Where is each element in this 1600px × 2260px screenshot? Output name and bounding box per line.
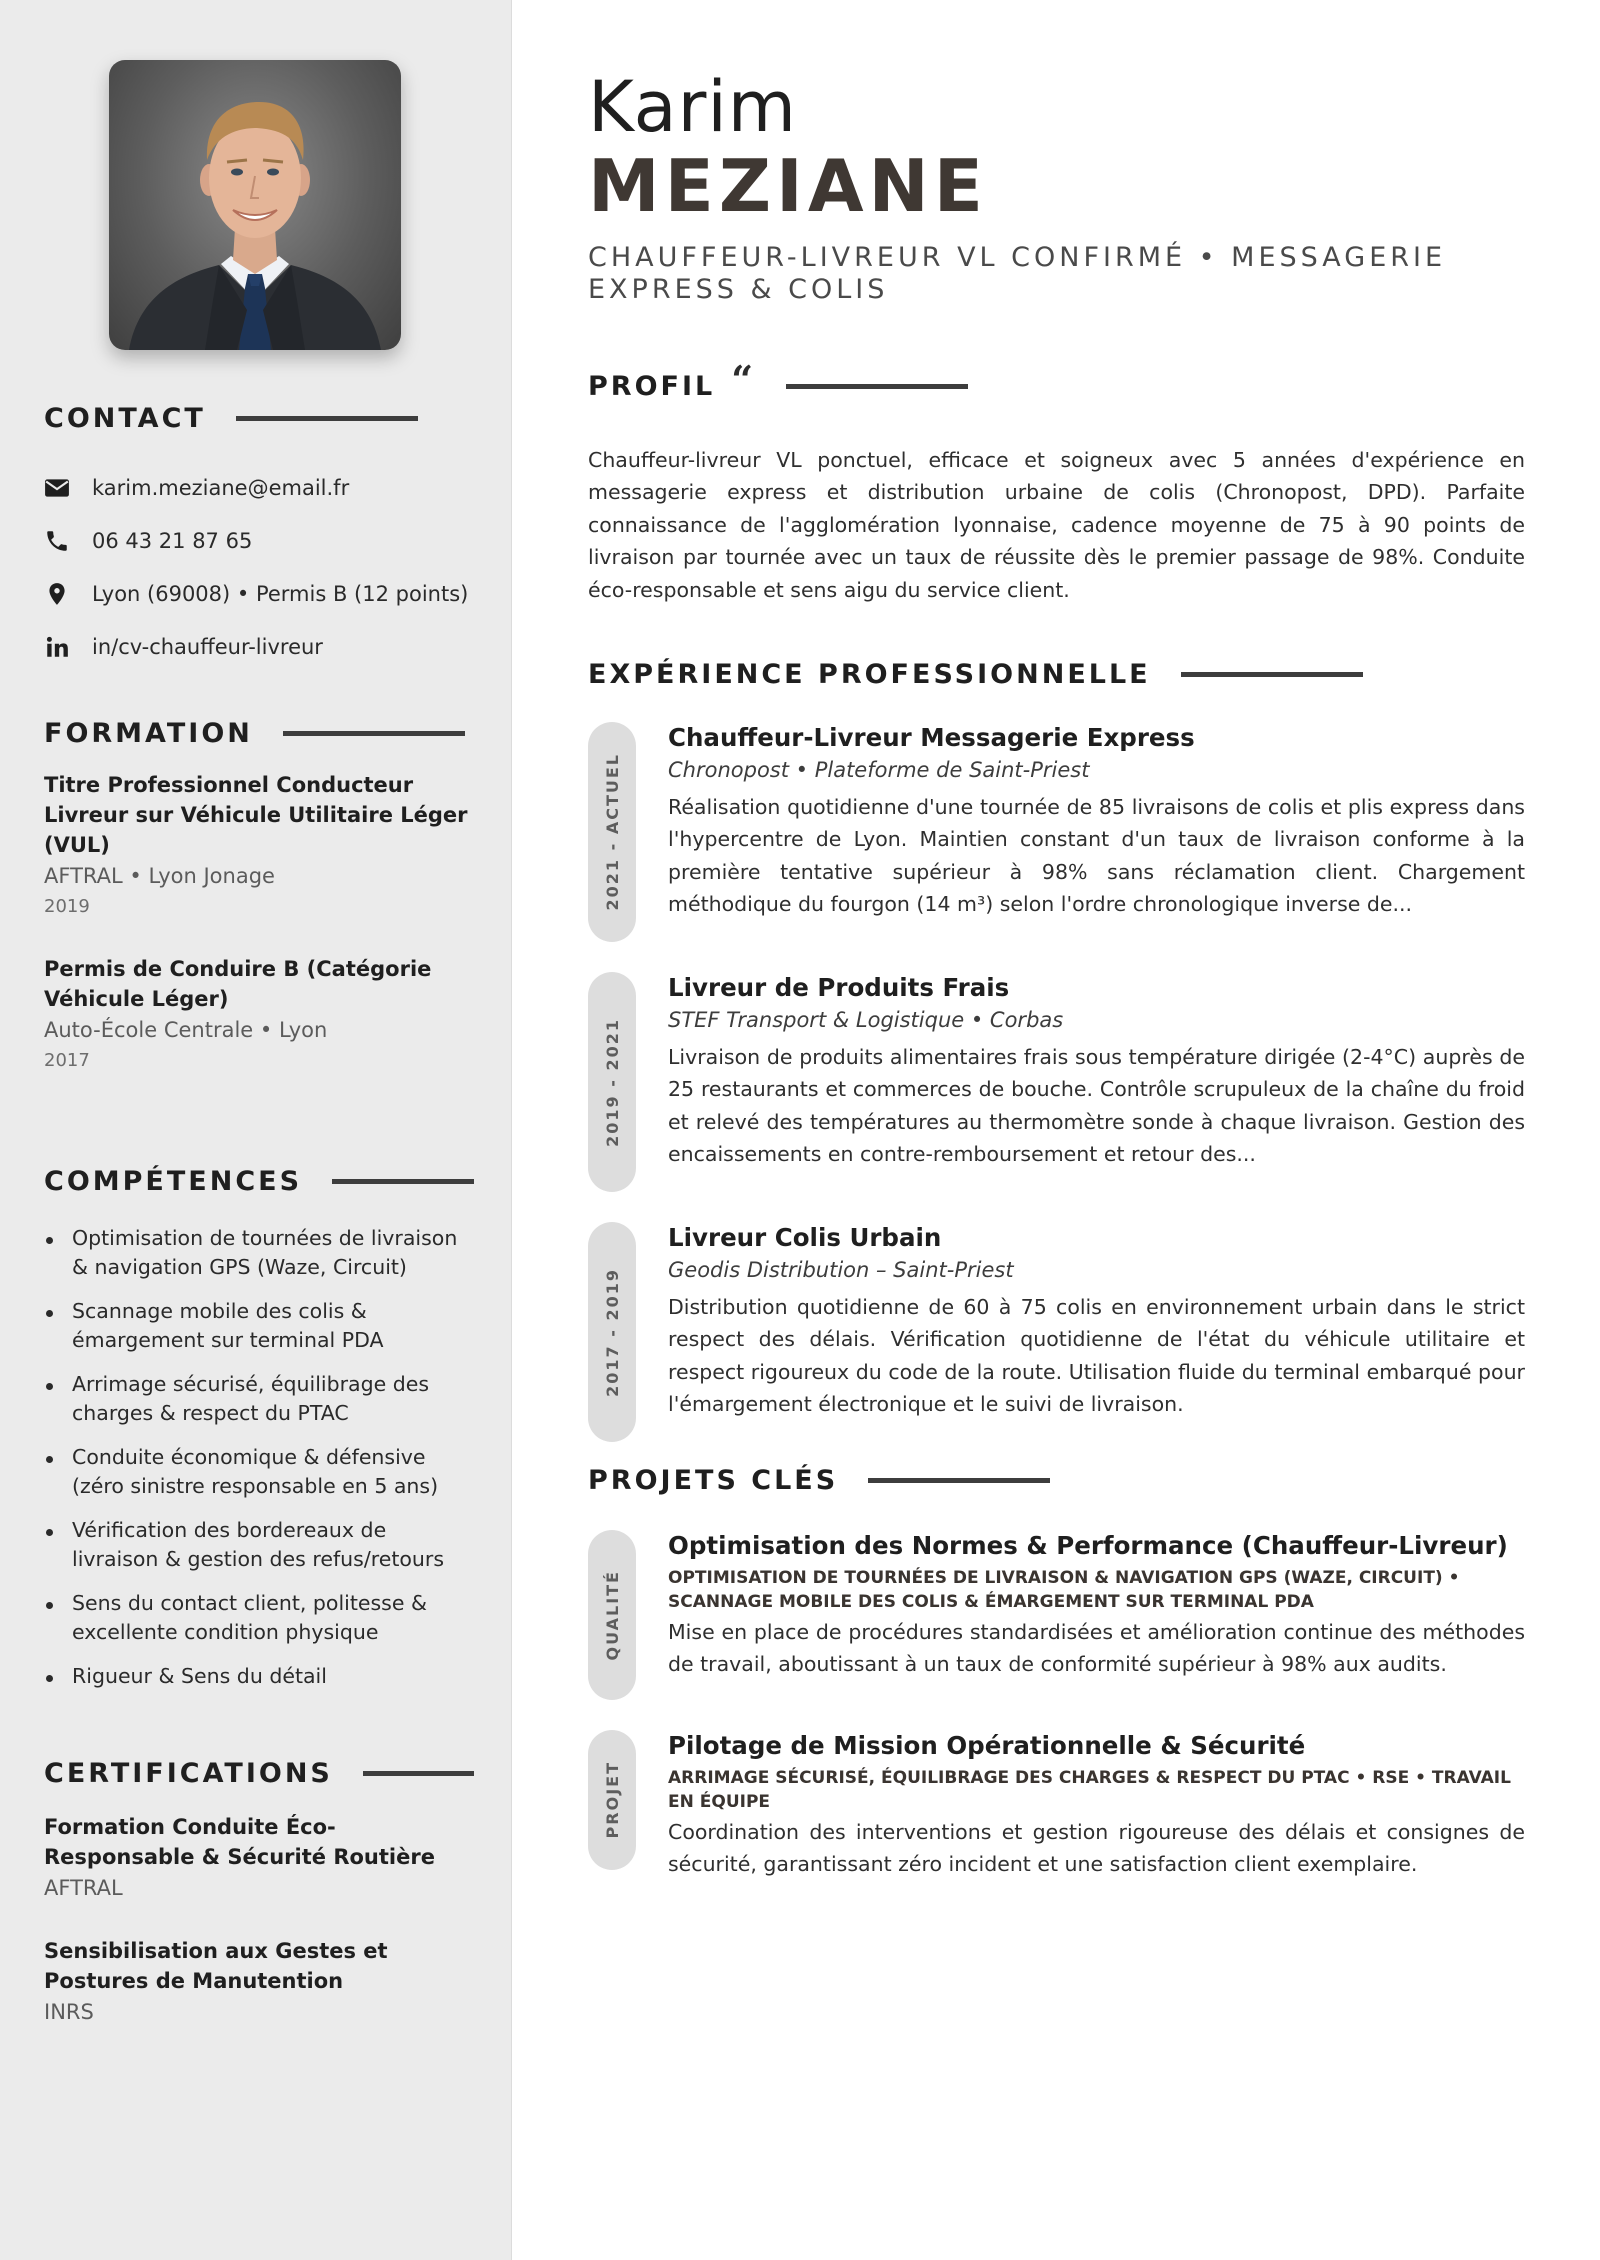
period-pill bbox=[588, 722, 636, 942]
skill-item: Scannage mobile des colis & émargement sur terminal PDA bbox=[44, 1297, 474, 1355]
period-label: 2021 - ACTUEL bbox=[602, 753, 622, 911]
heading-rule bbox=[283, 731, 465, 736]
certification-org: INRS bbox=[44, 2000, 94, 2024]
experience-heading: EXPÉRIENCE PROFESSIONNELLE bbox=[588, 656, 1363, 692]
company-name: STEF Transport & Logistique • Corbas bbox=[668, 1008, 1064, 1032]
experience-item bbox=[588, 1222, 1525, 1442]
project-tag: QUALITÉ bbox=[602, 1569, 622, 1661]
certification-org: AFTRAL bbox=[44, 1876, 123, 1900]
phone-icon bbox=[44, 526, 92, 556]
experience-item bbox=[588, 972, 1525, 1192]
project-item bbox=[588, 1530, 1525, 1700]
formation-school: AFTRAL • Lyon Jonage bbox=[44, 864, 275, 888]
contact-phone[interactable] bbox=[44, 514, 474, 567]
period-label: 2017 - 2019 bbox=[602, 1267, 622, 1397]
experience-item bbox=[588, 722, 1525, 942]
period-label: 2019 - 2021 bbox=[602, 1017, 622, 1147]
map-pin-icon bbox=[44, 579, 92, 609]
project-title: Pilotage de Mission Opérationnelle & Sécurité bbox=[668, 1731, 1306, 1760]
experience-body bbox=[668, 972, 1525, 1171]
project-body bbox=[668, 1730, 1525, 1881]
job-description: Réalisation quotidienne d'une tournée de 85 livraisons de colis et plis express dans l'hypercentre de Lyon. Maintien constant d'un taux de livraison conforme à la première tentative supérieur à 98% sans réclamation client. Chargement méthodique du fourgon (14 m³) selon l'ordre chronologique inverse de... bbox=[668, 795, 1525, 917]
sidebar bbox=[0, 0, 512, 2260]
skills-list bbox=[44, 1224, 474, 1691]
certification-entry bbox=[44, 1936, 474, 2028]
phone-text: 06 43 21 87 65 bbox=[92, 528, 253, 553]
company-name: Chronopost • Plateforme de Saint-Priest bbox=[668, 758, 1090, 782]
formation-year: 2019 bbox=[44, 896, 90, 917]
formation-entry bbox=[44, 954, 474, 1076]
job-role: Chauffeur-Livreur Messagerie Express bbox=[668, 723, 1195, 752]
heading-rule bbox=[236, 416, 418, 421]
job-title: CHAUFFEUR-LIVREUR VL CONFIRMÉ • MESSAGERIE EXPRESS & COLIS bbox=[588, 242, 1447, 305]
formation-year: 2017 bbox=[44, 1050, 90, 1071]
contact-location bbox=[44, 567, 474, 620]
job-description: Livraison de produits alimentaires frais sous température dirigée (2-4°C) auprès de 25 restaurants et commerces de bouche. Contrôle scrupuleux de la chaîne du froid et relevé des températures au thermomètre sonde à chaque livraison. Gestion des encaissements en contre-remboursement et retour des... bbox=[668, 1045, 1525, 1167]
project-tag: PROJET bbox=[602, 1761, 622, 1839]
job-role: Livreur Colis Urbain bbox=[668, 1223, 942, 1252]
project-keywords: OPTIMISATION DE TOURNÉES DE LIVRAISON & NAVIGATION GPS (WAZE, CIRCUIT) • SCANNAGE MOBILE DES COLIS & ÉMARGEMENT SUR TERMINAL PDA bbox=[668, 1568, 1460, 1612]
project-body bbox=[668, 1530, 1525, 1681]
project-keywords: ARRIMAGE SÉCURISÉ, ÉQUILIBRAGE DES CHARGES & RESPECT DU PTAC • RSE • TRAVAIL EN ÉQUIPE bbox=[668, 1768, 1511, 1812]
formation-heading: FORMATION bbox=[44, 716, 474, 750]
heading-rule bbox=[1181, 672, 1363, 677]
competences-section bbox=[44, 1164, 474, 1706]
heading-rule bbox=[363, 1771, 474, 1776]
project-description: Mise en place de procédures standardisées et amélioration continue des méthodes de travail, aboutissant à un taux de conformité supérieur à 98% aux audits. bbox=[668, 1620, 1525, 1677]
formation-section bbox=[44, 716, 474, 1076]
envelope-icon bbox=[44, 473, 92, 503]
experience-body bbox=[668, 1222, 1525, 1421]
contact-list bbox=[44, 461, 474, 673]
period-pill bbox=[588, 1222, 636, 1442]
project-item bbox=[588, 1730, 1525, 1877]
heading-rule bbox=[868, 1478, 1050, 1483]
certification-title: Sensibilisation aux Gestes et Postures de Manutention bbox=[44, 1939, 388, 1993]
job-role: Livreur de Produits Frais bbox=[668, 973, 1010, 1002]
heading-rule bbox=[332, 1179, 474, 1184]
skill-item: Vérification des bordereaux de livraison & gestion des refus/retours bbox=[44, 1516, 474, 1574]
quote-icon: “ bbox=[731, 356, 757, 402]
profile-photo bbox=[109, 60, 401, 350]
certifications-heading: CERTIFICATIONS bbox=[44, 1756, 474, 1790]
location-text: Lyon (69008) • Permis B (12 points) bbox=[92, 581, 469, 606]
last-name: MEZIANE bbox=[588, 144, 988, 228]
project-tag-pill bbox=[588, 1730, 636, 1870]
formation-school: Auto-École Centrale • Lyon bbox=[44, 1018, 328, 1042]
project-description: Coordination des interventions et gestion rigoureuse des délais et consignes de sécurité, garantissant zéro incident et une satisfaction client exemplaire. bbox=[668, 1820, 1525, 1877]
project-tag-pill bbox=[588, 1530, 636, 1700]
email-text: karim.meziane@email.fr bbox=[92, 475, 350, 500]
competences-heading: COMPÉTENCES bbox=[44, 1164, 474, 1198]
contact-email[interactable] bbox=[44, 461, 474, 514]
linkedin-icon bbox=[44, 632, 92, 662]
first-name: Karim bbox=[588, 66, 797, 148]
skill-item: Conduite économique & défensive (zéro sinistre responsable en 5 ans) bbox=[44, 1443, 474, 1501]
experience-body bbox=[668, 722, 1525, 921]
skill-item: Optimisation de tournées de livraison & navigation GPS (Waze, Circuit) bbox=[44, 1224, 474, 1282]
company-name: Geodis Distribution – Saint-Priest bbox=[668, 1258, 1014, 1282]
job-description: Distribution quotidienne de 60 à 75 colis en environnement urbain dans le strict respect des délais. Vérification quotidienne de l'état du véhicule utilitaire et respect rigoureux du code de la route. Utilisation fluide du terminal embarqué pour l'émargement électronique et le suivi de livraison. bbox=[668, 1295, 1525, 1417]
contact-section bbox=[44, 401, 474, 673]
skill-item: Arrimage sécurisé, équilibrage des charges & respect du PTAC bbox=[44, 1370, 474, 1428]
contact-heading: CONTACT bbox=[44, 401, 474, 435]
formation-title: Titre Professionnel Conducteur Livreur sur Véhicule Utilitaire Léger (VUL) bbox=[44, 773, 468, 857]
heading-rule bbox=[786, 384, 968, 389]
skill-item: Rigueur & Sens du détail bbox=[44, 1662, 474, 1691]
profil-heading: PROFIL “ bbox=[588, 368, 968, 404]
certification-title: Formation Conduite Éco-Responsable & Sécurité Routière bbox=[44, 1815, 435, 1869]
projets-heading: PROJETS CLÉS bbox=[588, 1462, 1050, 1498]
skill-item: Sens du contact client, politesse & excellente condition physique bbox=[44, 1589, 474, 1647]
profile-summary: Chauffeur-livreur VL ponctuel, efficace et soigneux avec 5 années d'expérience en messagerie express et distribution urbaine de colis (Chronopost, DPD). Parfaite connaissance de l'agglomération lyonnaise, cadence moyenne de 75 à 90 points de livraison par tournée avec un taux de réussite dès le premier passage de 98%. Conduite éco-responsable et sens aigu du service client. bbox=[588, 448, 1525, 602]
linkedin-text: in/cv-chauffeur-livreur bbox=[92, 634, 323, 659]
certification-entry bbox=[44, 1812, 474, 1904]
period-pill bbox=[588, 972, 636, 1192]
contact-linkedin[interactable] bbox=[44, 620, 474, 673]
formation-entry bbox=[44, 770, 474, 922]
certifications-section bbox=[44, 1756, 474, 2028]
formation-title: Permis de Conduire B (Catégorie Véhicule Léger) bbox=[44, 957, 432, 1011]
project-title: Optimisation des Normes & Performance (Chauffeur-Livreur) bbox=[668, 1531, 1508, 1560]
